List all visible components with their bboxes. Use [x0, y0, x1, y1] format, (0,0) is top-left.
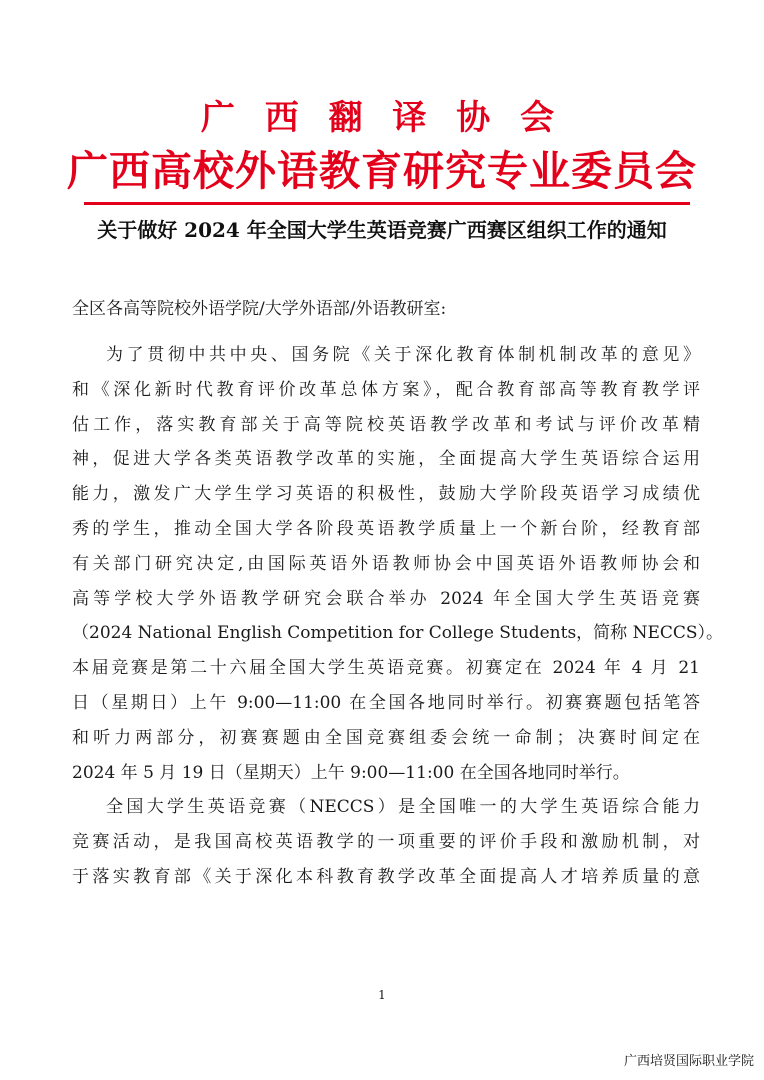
page-number: 1 [378, 988, 386, 1002]
salutation: 全区各高等院校外语学院/大学外语部/外语教研室: [72, 299, 447, 319]
body-line: 日（星期日）上午 9:00—11:00 在全国各地同时举行。初赛赛题包括笔答 [72, 692, 700, 713]
body-line: 为了贯彻中共中央、国务院《关于深化教育体制机制改革的意见》 [106, 345, 700, 365]
body-line: 秀的学生，推动全国大学各阶段英语教学质量上一个新台阶，经教育部 [72, 518, 700, 539]
footer-watermark-text: 广西培贤国际职业学院 [623, 1054, 754, 1069]
body-line: 于落实教育部《关于深化本科教育教学改革全面提高人才培养质量的意 [72, 866, 700, 887]
body-line: （2024 National English Competition for College Students，简称 NECCS）。 [72, 623, 724, 644]
body-line: 本届竞赛是第二十六届全国大学生英语竞赛。初赛定在 2024 年 4 月 21 [72, 658, 700, 679]
body-line: 神，促进大学各类英语教学改革的实施，全面提高大学生英语综合运用 [72, 449, 700, 470]
body-line: 和《深化新时代教育评价改革总体方案》，配合教育部高等教育教学评 [72, 379, 700, 400]
body-line: 全国大学生英语竞赛（NECCS）是全国唯一的大学生英语综合能力 [106, 797, 700, 818]
header-red-divider [84, 202, 690, 205]
body-line: 和听力两部分，初赛赛题由全国竞赛组委会统一命制；决赛时间定在 [72, 727, 700, 748]
org-name-foreign-language-committee: 广西高校外语教育研究专业委员会 [67, 147, 697, 195]
body-line: 估工作，落实教育部关于高等院校英语教学改革和考试与评价改革精 [72, 414, 700, 435]
body-line: 有关部门研究决定,由国际英语外语教师协会中国英语外语教师协会和 [72, 553, 700, 574]
body-line: 能力，激发广大学生学习英语的积极性，鼓励大学阶段英语学习成绩优 [72, 484, 700, 505]
body-line: 竞赛活动，是我国高校英语教学的一项重要的评价手段和激励机制，对 [72, 832, 700, 853]
body-text [72, 338, 724, 895]
body-line: 高等学校大学外语教学研究会联合举办 2024 年全国大学生英语竞赛 [72, 588, 700, 609]
org-name-translation-association: 广 西 翻 译 协 会 [200, 98, 564, 138]
notice-title: 关于做好 2024 年全国大学生英语竞赛广西赛区组织工作的通知 [97, 218, 667, 242]
body-line: 2024 年 5 月 19 日（星期天）上午 9:00—11:00 在全国各地同时举行。 [72, 762, 630, 783]
